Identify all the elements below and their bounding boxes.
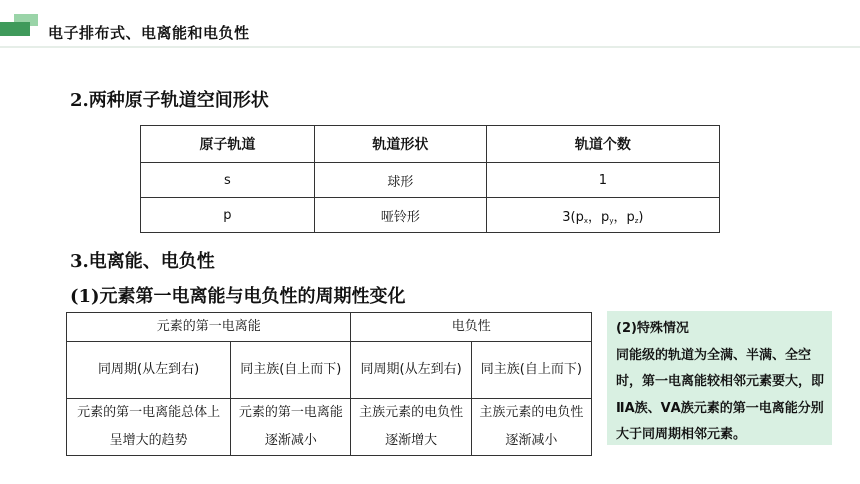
cell-ionization-period: 元素的第一电离能总体上呈增大的趋势 — [67, 399, 231, 456]
cell-count: 1 — [486, 163, 719, 198]
count-sep2: ，p — [613, 209, 635, 225]
header-accent-dark — [0, 22, 30, 36]
cell-shape: 哑铃形 — [314, 198, 486, 233]
group-header-electronegativity: 电负性 — [351, 313, 592, 342]
sub-header-row — [67, 342, 592, 399]
page-title: 电子排布式、电离能和电负性 — [48, 24, 250, 42]
header-shape: 轨道形状 — [314, 126, 486, 163]
table-row — [67, 399, 592, 456]
subscript-y: y — [609, 216, 614, 225]
count-suffix: ) — [638, 209, 644, 225]
table-row — [141, 163, 720, 198]
section2-title: 2.两种原子轨道空间形状 — [70, 90, 269, 111]
cell-orbital: s — [141, 163, 315, 198]
count-sep1: ，p — [588, 209, 610, 225]
subscript-x: x — [583, 216, 589, 225]
sub-header-group: 同主族(自上而下) — [471, 342, 591, 399]
cell-shape: 球形 — [314, 163, 486, 198]
table-header-row — [141, 126, 720, 163]
subscript-z: z — [634, 216, 639, 225]
header-orbital: 原子轨道 — [141, 126, 315, 163]
cell-electronegativity-group: 主族元素的电负性逐渐减小 — [471, 399, 591, 456]
sub-header-period: 同周期(从左到右) — [351, 342, 471, 399]
section3-title: 3.电离能、电负性 — [70, 251, 215, 272]
special-case-note: (2)特殊情况 同能级的轨道为全满、半满、全空时，第一电离能较相邻元素要大，即ⅡA族、ⅤA族元素的第一电离能分别大于同周期相邻元素。 — [616, 321, 825, 442]
periodic-trend-table — [66, 312, 592, 456]
sub-header-group: 同主族(自上而下) — [231, 342, 351, 399]
section3-subtitle: (1)元素第一电离能与电负性的周期性变化 — [70, 286, 406, 307]
group-header-row — [67, 313, 592, 342]
cell-count — [486, 198, 719, 233]
header-divider — [0, 46, 860, 48]
header-count: 轨道个数 — [486, 126, 719, 163]
group-header-ionization: 元素的第一电离能 — [67, 313, 351, 342]
cell-orbital: p — [141, 198, 315, 233]
table-row — [141, 198, 720, 233]
orbital-shape-table — [140, 125, 720, 233]
cell-electronegativity-period: 主族元素的电负性逐渐增大 — [351, 399, 471, 456]
sub-header-period: 同周期(从左到右) — [67, 342, 231, 399]
header-bar — [0, 0, 860, 48]
cell-ionization-group: 元素的第一电离能逐渐减小 — [231, 399, 351, 456]
count-prefix: 3(p — [562, 209, 584, 225]
